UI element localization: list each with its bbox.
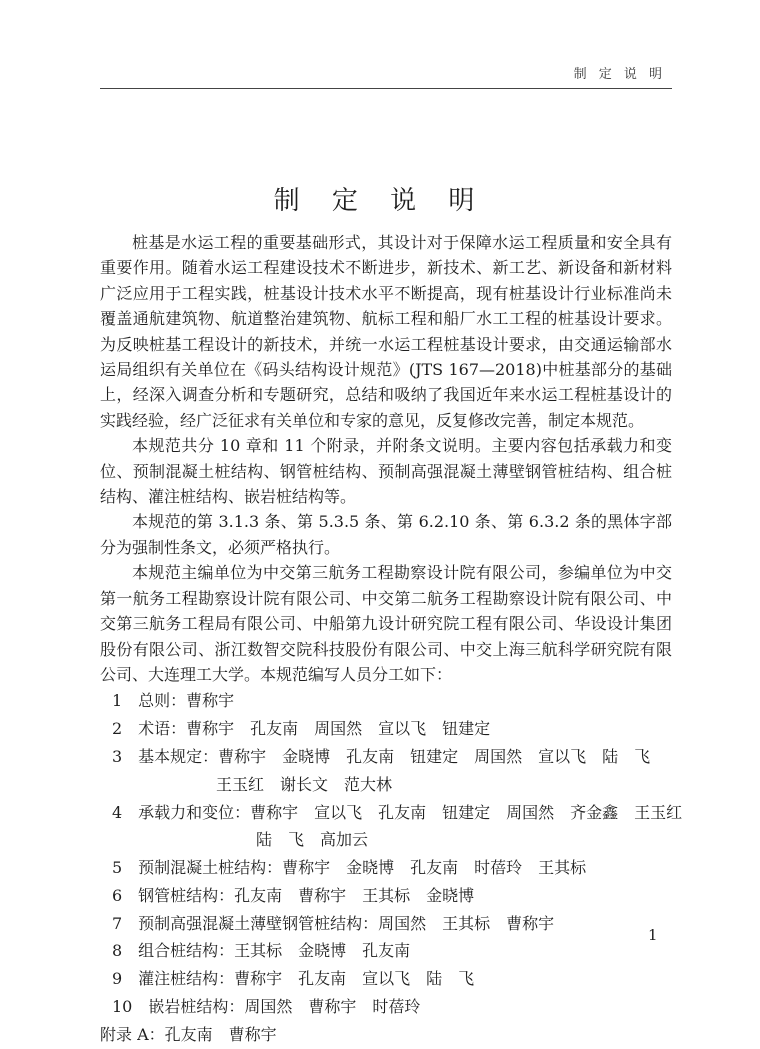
list-item: 附录 A：孔友南 曹称宇 xyxy=(100,1024,277,1044)
paragraph: 桩基是水运工程的重要基础形式，其设计对于保障水运工程质量和安全具有重要作用。随着水运工程建设技术不断进步，新技术、新工艺、新设备和新材料广泛应用于工程实践，桩基设计技术水平不断提高，现有桩基设计行业标准尚未覆盖通航建筑物、航道整治建筑物、航标工程和船厂水工工程的桩基设计要求。为反映桩基工程设计的新技术，并统一水运工程桩基设计要求，由交通运输部水运局组织有关单位在《码头结构设计规范》(JTS 167—2018)中桩基部分的基础上，经深入调查分析和专题研究，总结和吸纳了我国近年来水运工程桩基设计的实践经验，经广泛征求有关单位和专家的意见，反复修改完善，制定本规范。 xyxy=(100,233,672,430)
list-item: 7 预制高强混凝土薄壁钢管桩结构：周国然 王其标 曹称宇 xyxy=(112,913,555,933)
running-title: 制 定 说 明 xyxy=(573,67,666,82)
paragraph: 本规范共分 10 章和 11 个附录，并附条文说明。主要内容包括承载力和变位、预制混凝土桩结构、钢管桩结构、预制高强混凝土薄壁钢管桩结构、组合桩结构、灌注桩结构、嵌岩桩结构等。 xyxy=(100,436,672,507)
list-item-continuation: 王玉红 谢长文 范大林 xyxy=(216,774,393,794)
list-item: 5 预制混凝土桩结构：曹称宇 金晓博 孔友南 时蓓玲 王其标 xyxy=(112,858,587,878)
paragraph: 本规范主编单位为中交第三航务工程勘察设计院有限公司，参编单位为中交第一航务工程勘察设计院有限公司、中交第二航务工程勘察设计院有限公司、中交第三航务工程局有限公司、中船第九设计研究院工程有限公司、华设设计集团股份有限公司、浙江数智交院科技股份有限公司、中交上海三航科学研究院有限公司、大连理工大学。本规范编写人员分工如下： xyxy=(100,563,672,684)
running-header xyxy=(100,60,672,89)
page-title: 制 定 说 明 xyxy=(273,186,487,216)
list-item: 4 承载力和变位：曹称宇 宣以飞 孔友南 钮建定 周国然 齐金鑫 王玉红 xyxy=(112,802,683,822)
list-item: 1 总则：曹称宇 xyxy=(112,691,235,711)
list-item-continuation: 陆 飞 高加云 xyxy=(256,830,369,850)
page-number: 1 xyxy=(648,926,658,944)
list-item: 6 钢管桩结构：孔友南 曹称宇 王其标 金晓博 xyxy=(112,885,475,905)
list-item: 8 组合桩结构：王其标 金晓博 孔友南 xyxy=(112,941,411,961)
list-item: 9 灌注桩结构：曹称宇 孔友南 宣以飞 陆 飞 xyxy=(112,969,475,989)
list-item: 10 嵌岩桩结构：周国然 曹称宇 时蓓玲 xyxy=(112,997,421,1017)
list-item: 2 术语：曹称宇 孔友南 周国然 宣以飞 钮建定 xyxy=(112,719,491,739)
author-list xyxy=(100,687,683,1048)
body-text xyxy=(100,230,683,1049)
paragraph: 本规范的第 3.1.3 条、第 5.3.5 条、第 6.2.10 条、第 6.3.2 条的黑体字部分为强制性条文，必须严格执行。 xyxy=(100,512,672,557)
list-item: 3 基本规定：曹称宇 金晓博 孔友南 钮建定 周国然 宣以飞 陆 飞 xyxy=(112,746,651,766)
